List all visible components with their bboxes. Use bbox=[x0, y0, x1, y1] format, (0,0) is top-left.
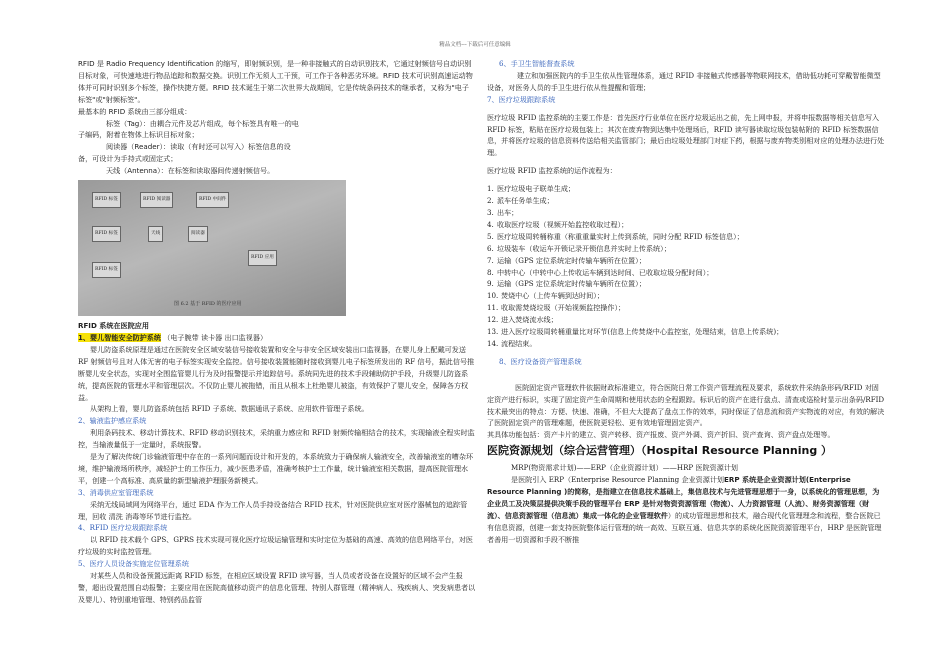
section-title: RFID 系统在医院应用 bbox=[78, 321, 149, 331]
item2-title: 2、输液监护感应系统 bbox=[78, 416, 147, 426]
list-item: 6. 垃圾装车（收运车开锁记录开锁信息并实时上传系统）； bbox=[487, 243, 671, 253]
item6-title: 6、手卫生智能督查系统 bbox=[499, 59, 575, 68]
list-item: 3. 出车； bbox=[487, 207, 519, 217]
list-item: 7. 运输（GPS 定位系统定时传输车辆所在位置）； bbox=[487, 255, 646, 265]
list-item: 5. 医疗垃圾周转桶称重（称重重量实时上传到系统，同时分配 RFID 标签信息）； bbox=[487, 231, 744, 241]
photo-label: 阅读器 bbox=[188, 226, 208, 242]
item7-title: 7、医疗垃圾跟踪系统 bbox=[487, 94, 556, 104]
item3-title: 3、消毒供应室管理系统 bbox=[78, 487, 154, 497]
item4-paragraph: 以 RFID 技术载个 GPS、GPRS 技术实现可视化医疗垃圾运输管理和实时定位为基础的高速、高效的信息网络平台，对医疗垃圾的实时监控管理。 bbox=[78, 535, 473, 557]
photo-label: RFID 标签 bbox=[92, 192, 121, 208]
intro-paragraph: RFID 是 Radio Frequency Identification 的缩写，即射频识别，是一种非接触式的自动识别技术，它通过射频信号自动识别目标对象，可快速地进行物品追踪和数据交换。识别工作无须人工干预，可工作于各种恶劣环境。RFID 技术可识别高速运动物体并可同时识别多个标签，操作快捷方便。RFID 技术诞生于第二次世界大战期间，它是传统条码技术的继承者，又称为"电子标签"或"射频标签"。 bbox=[78, 59, 473, 104]
photo-label: RFID 中间件 bbox=[196, 192, 229, 208]
photo-caption: 图 6.2 基于 RFID 的医疗应用 bbox=[174, 301, 242, 308]
list-item: 8. 中转中心（中转中心上传收运车辆到达时间、已收取垃圾分配时间）； bbox=[487, 267, 714, 277]
flow-list bbox=[487, 183, 885, 350]
item2-paragraph: 是为了解决传统门诊输液管理中存在的一系列问题而设计和开发的，本系统致力于确保病人输液安全，改善输液室的嘈杂环境，维护输液场所秩序，减轻护士的工作压力，减少医患矛盾，准确考核护士工作量，统计输液室相关数据，提高医院管理水平，创建一个高标准、高质量的新型输液护理服务新模式。 bbox=[78, 452, 474, 485]
item1-paragraph: 婴儿防盗系统原理是通过在医院安全区域安装信号接收装置和安全与非安全区域安装出口监视器，在婴儿身上配戴可发送 RF 射频信号且对人体无害的电子标签实现安全监控。信号接收装置能随时接收到婴儿电子标签所发出的 RF 信号，据此信号推断婴儿安全状态，实现对全围监管婴儿行为及时报警提示并追踪信号。系统同先进的技术手段辅助防护手段，升级婴儿防盗系统，提高医院的管理水平和管理层次。不仅防止婴儿被拖错，而且从根本上杜绝婴儿被盗，有效保护了婴儿安全，保障各方权益。 bbox=[78, 344, 475, 402]
item4-title: 4、RFID 医疗垃圾跟踪系统 bbox=[78, 523, 168, 533]
item5-title: 5、医疗人员设备实施定位管理系统 bbox=[78, 559, 189, 569]
hrp-paragraph: 是医院引入 ERP（Enterprise Resource Planning 企业资源计划ERP 系统是企业资源计划(Enterprise Resource Planning )的简称，是指建立在信息技术基础上，集信息技术与先进管理思想于一身，以系统化的管理思想，为企业员工及决策层提供决策手段的管理平台 ERP 是针对物资资源管理（物流）、人力资源管理（人流）、财务资源管理（财流）、信息资源管理（信息流）集成一体化的企业管理软件）的成功管理思想和技术，融合现代化管理理念和流程，整合医院已有信息资源，创建一套支持医院整体运行管理的统一高效、互联互通、信息共享的系统化医院资源管理平台，HRP 是医院管理者善用一切资源和手段不断推 bbox=[487, 475, 882, 544]
list-item: 4. 收取医疗垃圾（视频开始监控收取过程）； bbox=[487, 219, 629, 229]
header-note: 精品文档---下载后可任意编辑 bbox=[439, 42, 511, 48]
intro-reader: 阅读器（Reader）：读取（有时还可以写入）标签信息的设 bbox=[106, 142, 291, 152]
item1-paragraph: 从架构上看，婴儿防盗系统包括 RFID 子系统、数据通讯子系统、应用软件管理子系统。 bbox=[90, 404, 369, 414]
item1-subtitle: （电子腕带 读卡器 出口监视器） bbox=[163, 332, 268, 342]
item8-functions: 其具体功能包括：资产卡片的建立、资产转移、资产报废、资产外调、资产折旧、资产查询、资产盘点处理等。 bbox=[487, 430, 835, 440]
photo-label: 天线 bbox=[148, 226, 163, 242]
item8-title: 8、医疗设备资产管理系统 bbox=[499, 356, 582, 366]
list-item: 2. 派车任务单生成； bbox=[487, 196, 554, 206]
item7-paragraph: 医疗垃圾 RFID 监控系统的主要工作是：首先医疗行业单位在医疗垃圾运出之前，先上网申报，并将申报数据等相关信息写入 RFID 标签，粘贴在医疗垃圾包装上；其次在废弃物到达集中处理场后，RFID 读写器读取垃圾包装帖附的 RFID 标签数据信息，并将医疗垃圾的信息资料传送给相关监管部门；最后由垃圾处理部门对症下药，根据与废弃物类别相对应的处理办法进行处理。 bbox=[487, 112, 885, 158]
erp-definition: ERP 系统是企业资源计划(Enterprise Resource Planning )的简称，是指建立在信息技术基础上，集信息技术与先进管理思想于一身，以系统化的管理思想，为企业员工及决策层提供决策手段的管理平台 ERP 是针对物资资源管理（物流）、人力资源管理（人流）、财务资源管理（财流）、信息资源管理（信息流）集成一体化的企业管理软件 bbox=[487, 475, 880, 520]
flow-intro: 医疗垃圾 RFID 监控系统的运作流程为： bbox=[487, 166, 617, 176]
left-column bbox=[78, 58, 476, 606]
item8-paragraph: 医院固定资产管理软件依据财政标准建立，符合医院日常工作资产管理流程及要求，系统软件采纳条形码/RFID 对固定资产进行标识，实现了固定资产生命周期和使用状态的全程跟踪。标识后的资产在进行盘点、清查或巡检时显示出条码/RFID 技术最突出的特点：方便、快速、准确，不但大大提高了盘点工作的效率，同时保证了信息流和资产实物流的对应，有效的解决了医院固定资产的管理难题，使医院更轻松、更有效地管理固定资产。 bbox=[487, 382, 885, 428]
right-column bbox=[487, 58, 885, 546]
photo-label: RFID 标签 bbox=[92, 262, 121, 278]
list-item: 9. 运输（GPS 定位系统定时传输车辆所在位置）； bbox=[487, 279, 646, 289]
rfid-diagram-photo bbox=[78, 180, 346, 316]
list-item: 11. 收取需焚烧垃圾（开始视频监控操作）； bbox=[487, 303, 626, 313]
intro-components: 最基本的 RFID 系统由三部分组成： bbox=[78, 106, 192, 116]
intro-tag-cont: 子编码，附着在物体上标识目标对象； bbox=[78, 130, 199, 140]
hrp-heading: 医院资源规划（综合运营管理）（Hospital Resource Planning ） bbox=[487, 444, 833, 458]
item3-paragraph: 采纳无线局域网为网络平台，通过 EDA 作为工作人员手持设备结合 RFID 技术，针对医院供应室对医疗器械包的追踪管理，回收 清洗 消毒等环节进行监控。 bbox=[78, 499, 468, 521]
photo-label: RFID 阅读器 bbox=[140, 192, 173, 208]
intro-tag: 标签（Tag）：由耦合元件及芯片组成，每个标签具有唯一的电 bbox=[106, 118, 299, 128]
list-item: 1. 医疗垃圾电子联单生成； bbox=[487, 184, 576, 194]
photo-label: RFID 标签 bbox=[92, 226, 121, 242]
intro-antenna: 天线（Antenna）：在标签和读取器间传递射频信号。 bbox=[106, 166, 275, 176]
list-item: 10. 焚烧中心（上传车辆到达时间）； bbox=[487, 291, 604, 301]
photo-label: RFID 应用 bbox=[248, 250, 277, 266]
item2-paragraph: 利用条码技术、移动计算技术、RFID 移动识别技术，采纳重力感应和 RFID 射频传输相结合的技术，实现输液全程实时监控，当输液量低于一定量时，系统报警。 bbox=[78, 428, 475, 450]
list-item: 14. 流程结束。 bbox=[487, 338, 537, 348]
intro-reader-cont: 备，可设计为手持式或固定式； bbox=[78, 154, 178, 164]
list-item: 12. 进入焚烧流水线； bbox=[487, 315, 558, 325]
item6-paragraph: 建立和加强医院内的手卫生依从性管理体系，通过 RFID 非接触式传感器等物联网技术，借助低功耗可穿戴智能微型设备，对医务人员的手卫生进行依从性提醒和管理； bbox=[487, 70, 881, 92]
item1-title: 1、婴儿智能安全防护系统 bbox=[78, 332, 161, 342]
item5-paragraph: 对某些人员和设备预置远距离 RFID 标签，在相应区域设置 RFID 读写器，当人员或者设备在设置好的区域不会产生报警，超出设置范围自动报警；主要应用在医院高值移动资产的信息化管理、特别人群管理（精神病人、残疾病人、突发病患者以及婴儿）、特别重地管理、特别药品监管 bbox=[78, 571, 476, 604]
hrp-evolution-line: MRP(物资需求计划)——ERP（企业资源计划）——HRP 医院资源计划 bbox=[511, 463, 739, 473]
list-item: 13. 进入医疗垃圾周转桶重量比对环节(信息上传焚烧中心监控室，处理结束，信息上传系统)； bbox=[487, 327, 784, 337]
item1-heading bbox=[78, 332, 476, 344]
